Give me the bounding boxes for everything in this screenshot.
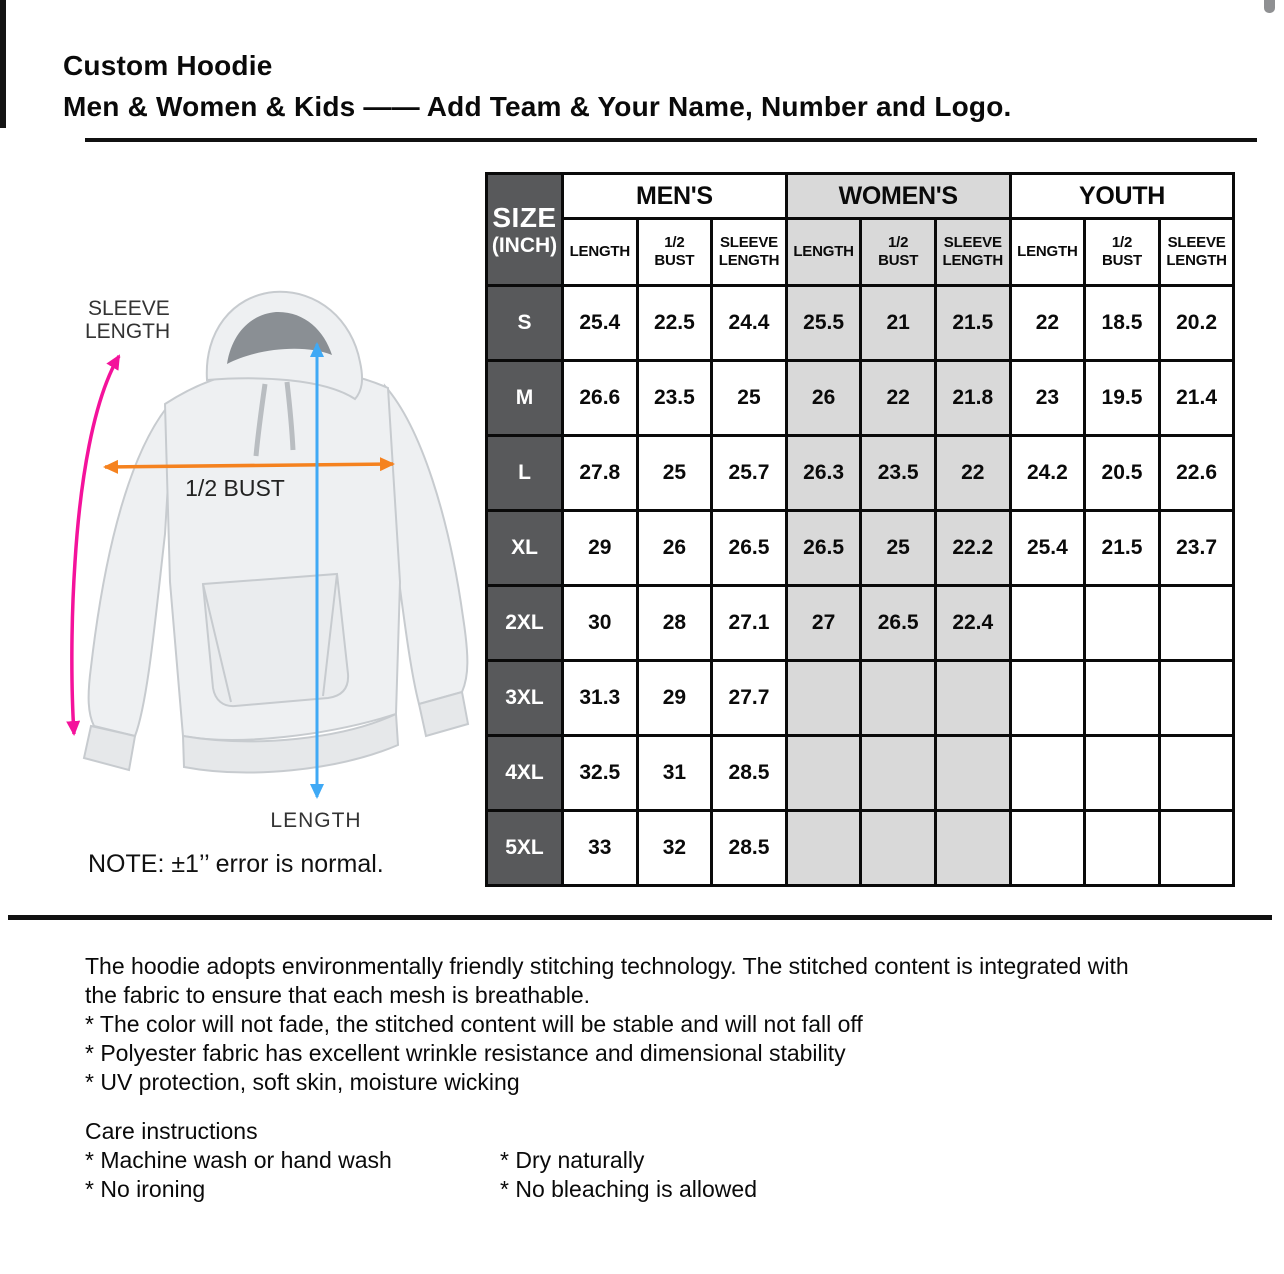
table-row bbox=[487, 586, 1234, 661]
measurement-cell bbox=[935, 811, 1010, 886]
measurement-cell: 30 bbox=[563, 586, 638, 661]
measurement-cell: 32 bbox=[637, 811, 712, 886]
scan-artifact-right bbox=[1264, 0, 1275, 13]
measurement-cell: 26.3 bbox=[786, 436, 861, 511]
measurement-cell: 28 bbox=[637, 586, 712, 661]
table-row bbox=[487, 736, 1234, 811]
hoodie-diagram bbox=[55, 282, 487, 840]
measurement-cell: 25.4 bbox=[563, 286, 638, 361]
measurement-cell: 22.6 bbox=[1159, 436, 1234, 511]
table-row bbox=[487, 361, 1234, 436]
sleeve-length-label-line2: LENGTH bbox=[85, 320, 171, 343]
size-row-label: 5XL bbox=[487, 811, 563, 886]
care-instructions-title: Care instructions bbox=[85, 1118, 258, 1144]
measurement-cell bbox=[1159, 586, 1234, 661]
measurement-cell: 22.2 bbox=[935, 511, 1010, 586]
table-row bbox=[487, 511, 1234, 586]
measurement-cell: 21.5 bbox=[1085, 511, 1160, 586]
bottom-divider bbox=[8, 915, 1272, 920]
measurement-cell bbox=[786, 811, 861, 886]
page-title: Custom Hoodie bbox=[63, 50, 273, 81]
measure-header: LENGTH bbox=[1010, 219, 1085, 286]
table-row bbox=[487, 811, 1234, 886]
measurement-cell bbox=[1085, 811, 1160, 886]
measurement-cell: 26 bbox=[786, 361, 861, 436]
measurement-cell: 26.6 bbox=[563, 361, 638, 436]
care-item: * Dry naturally bbox=[500, 1147, 645, 1173]
measurement-cell: 22.4 bbox=[935, 586, 1010, 661]
group-header-mens: MEN'S bbox=[563, 174, 787, 219]
measurement-cell bbox=[861, 811, 936, 886]
measurement-cell: 22 bbox=[935, 436, 1010, 511]
measurement-cell: 23.5 bbox=[861, 436, 936, 511]
measurement-cell bbox=[1159, 661, 1234, 736]
size-row-label: 3XL bbox=[487, 661, 563, 736]
measurement-cell bbox=[786, 736, 861, 811]
measurement-cell: 22 bbox=[1010, 286, 1085, 361]
measurement-cell bbox=[1085, 736, 1160, 811]
tolerance-note: NOTE: ±1’’ error is normal. bbox=[88, 850, 384, 878]
measurement-cell bbox=[1159, 736, 1234, 811]
size-row-label: 2XL bbox=[487, 586, 563, 661]
measurement-cell bbox=[1010, 811, 1085, 886]
length-label: LENGTH bbox=[270, 809, 362, 832]
measurement-cell: 18.5 bbox=[1085, 286, 1160, 361]
measure-header: LENGTH bbox=[563, 219, 638, 286]
size-inch-header: SIZE (INCH) bbox=[487, 174, 563, 286]
measure-header: SLEEVE LENGTH bbox=[1159, 219, 1234, 286]
measurement-cell: 22 bbox=[861, 361, 936, 436]
size-row-label: 4XL bbox=[487, 736, 563, 811]
top-divider bbox=[85, 138, 1257, 142]
sleeve-length-label-line1: SLEEVE bbox=[88, 297, 170, 320]
measurement-cell: 21.5 bbox=[935, 286, 1010, 361]
measurement-cell: 21.8 bbox=[935, 361, 1010, 436]
measurement-cell: 25 bbox=[712, 361, 787, 436]
measurement-cell: 31.3 bbox=[563, 661, 638, 736]
table-row bbox=[487, 436, 1234, 511]
measurement-cell: 26.5 bbox=[712, 511, 787, 586]
measurement-cell: 26.5 bbox=[786, 511, 861, 586]
measurement-cell: 25.7 bbox=[712, 436, 787, 511]
hoodie-illustration bbox=[84, 292, 468, 773]
measure-header: SLEEVE LENGTH bbox=[712, 219, 787, 286]
group-header-youth: YOUTH bbox=[1010, 174, 1234, 219]
measurement-cell: 20.2 bbox=[1159, 286, 1234, 361]
measurement-cell: 23 bbox=[1010, 361, 1085, 436]
size-row-label: XL bbox=[487, 511, 563, 586]
measure-header: 1/2 BUST bbox=[1085, 219, 1160, 286]
measure-header: 1/2 BUST bbox=[637, 219, 712, 286]
measurement-cell: 29 bbox=[637, 661, 712, 736]
measure-header: 1/2 BUST bbox=[861, 219, 936, 286]
measurement-cell: 28.5 bbox=[712, 736, 787, 811]
measurement-cell: 32.5 bbox=[563, 736, 638, 811]
measurement-cell: 25 bbox=[637, 436, 712, 511]
measurement-cell: 31 bbox=[637, 736, 712, 811]
measurement-cell bbox=[786, 661, 861, 736]
measurement-cell bbox=[1010, 736, 1085, 811]
measurement-cell: 21.4 bbox=[1159, 361, 1234, 436]
measure-header: LENGTH bbox=[786, 219, 861, 286]
measurement-cell: 23.7 bbox=[1159, 511, 1234, 586]
care-item: * No ironing bbox=[85, 1176, 206, 1202]
description-intro: The hoodie adopts environmentally friendly stitching technology. The stitched content is integrated with the fabric to ensure that each mesh is breathable. bbox=[85, 953, 1129, 1008]
measurement-cell: 25.5 bbox=[786, 286, 861, 361]
measurement-cell: 26.5 bbox=[861, 586, 936, 661]
measurement-cell: 27 bbox=[786, 586, 861, 661]
care-item: * No bleaching is allowed bbox=[500, 1176, 757, 1202]
measurement-cell bbox=[935, 661, 1010, 736]
group-header-womens: WOMEN'S bbox=[786, 174, 1010, 219]
measurement-cell: 20.5 bbox=[1085, 436, 1160, 511]
size-chart-table bbox=[485, 172, 1235, 887]
measurement-cell bbox=[861, 661, 936, 736]
care-instructions-list bbox=[85, 1146, 1085, 1204]
scan-artifact-left bbox=[0, 0, 6, 128]
half-bust-label: 1/2 BUST bbox=[185, 475, 285, 501]
size-row-label: M bbox=[487, 361, 563, 436]
measurement-cell: 27.7 bbox=[712, 661, 787, 736]
measurement-cell: 33 bbox=[563, 811, 638, 886]
description-bullet: * Polyester fabric has excellent wrinkle resistance and dimensional stability bbox=[85, 1040, 846, 1066]
measurement-cell bbox=[935, 736, 1010, 811]
measurement-cell: 27.1 bbox=[712, 586, 787, 661]
measurement-cell: 26 bbox=[637, 511, 712, 586]
measurement-cell: 19.5 bbox=[1085, 361, 1160, 436]
table-row bbox=[487, 286, 1234, 361]
measurement-cell: 25.4 bbox=[1010, 511, 1085, 586]
measurement-cell: 21 bbox=[861, 286, 936, 361]
measurement-cell bbox=[1085, 586, 1160, 661]
measurement-cell: 24.2 bbox=[1010, 436, 1085, 511]
measurement-cell: 24.4 bbox=[712, 286, 787, 361]
description-bullet: * UV protection, soft skin, moisture wicking bbox=[85, 1069, 520, 1095]
measurement-cell: 22.5 bbox=[637, 286, 712, 361]
page-subtitle: Men & Women & Kids —— Add Team & Your Name, Number and Logo. bbox=[63, 91, 1012, 122]
size-row-label: S bbox=[487, 286, 563, 361]
measurement-cell bbox=[1085, 661, 1160, 736]
measurement-cell bbox=[861, 736, 936, 811]
product-description bbox=[85, 952, 1155, 1097]
measure-header: SLEEVE LENGTH bbox=[935, 219, 1010, 286]
table-row bbox=[487, 661, 1234, 736]
measurement-cell: 27.8 bbox=[563, 436, 638, 511]
care-item: * Machine wash or hand wash bbox=[85, 1147, 392, 1173]
measurement-cell: 23.5 bbox=[637, 361, 712, 436]
measurement-cell: 25 bbox=[861, 511, 936, 586]
description-bullet: * The color will not fade, the stitched content will be stable and will not fall off bbox=[85, 1011, 863, 1037]
measurement-cell bbox=[1010, 586, 1085, 661]
size-row-label: L bbox=[487, 436, 563, 511]
measurement-cell: 29 bbox=[563, 511, 638, 586]
measurement-cell bbox=[1159, 811, 1234, 886]
measurement-cell bbox=[1010, 661, 1085, 736]
measurement-cell: 28.5 bbox=[712, 811, 787, 886]
